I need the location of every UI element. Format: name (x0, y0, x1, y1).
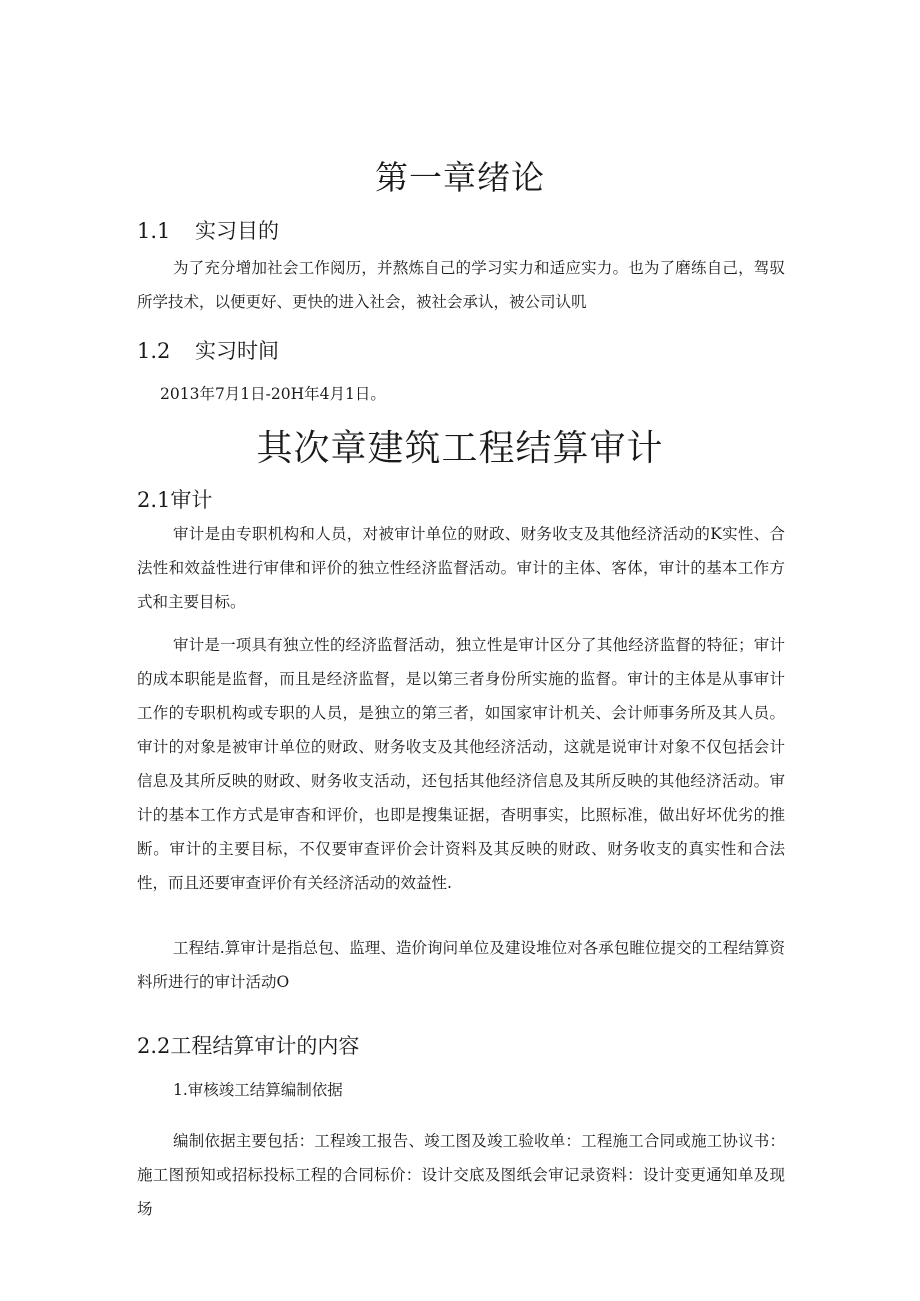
section-1-1-title: 实习目的 (195, 219, 279, 243)
section-2-1-paragraph-1: 审计是由专职机构和人员，对被审计单位的财政、财务收支及其他经济活动的K实性、合法性和效益性进行审侓和评价的独立性经济监督活动。审计的主体、客体，审计的基本工作方式和主要目标。 (137, 525, 785, 611)
section-2-1-paragraph-3: 工程结.算审计是指总包、监理、造价询问单位及建设堆位对各承包睢位提交的工程结算资料所进行的审计活动O (137, 939, 785, 991)
section-1-1-number: 1.1 (137, 219, 171, 243)
section-1-1-heading (137, 215, 279, 245)
section-2-1-paragraph-2: 审计是一项具有独立性的经济监督活动，独立性是审计区分了其他经济监督的特征；审计的成本职能是监督，而且是经济监督，是以第三者身份所实施的监督。审计的主体是从事审计工作的专职机构或专职的人员，是独立的第三者，如国家审计机关、会计师事务所及其人员。审计的对象是被审计单位的财政、财务收支及其他经济活动，这就是说审计对象不仅包括会计信息及其所反映的财政、财务收支活动，还包括其他经济信息及其所反映的其他经济活动。审计的基本工作方式是审杳和评价，也即是搜集证据，杳明事实，比照标准，做出好坏优劣的推断。审计的主要目标，不仅要审查评价会计资料及其反映的财政、财务收支的真实性和合法性，而且还要审查评价有关经济活动的效益性. (137, 636, 785, 892)
chapter-2-title: 其次章建筑工程结算审计 (256, 428, 664, 469)
chapter-1-title: 第一章绪论 (375, 158, 545, 197)
section-1-2-heading (137, 335, 279, 365)
section-1-1-paragraph: 为了充分增加社会工作阅历，并熬炼自己的学习实力和适应实力。也为了磨练自己，驾驭所学技术，以便更好、更快的进入社会，被社会承认，被公司认叽 (137, 259, 785, 311)
section-1-2-title: 实习时间 (195, 339, 279, 363)
section-2-2-item-1: 1.审核竣工结算编制依据 (173, 1081, 343, 1099)
internship-period: 2013年7月1日-20H年4月1日。 (160, 385, 386, 403)
section-2-2-paragraph: 编制依据主要包括：工程竣工报告、竣工图及竣工验收单：工程施工合同或施工协议书：施工图预知或招标投标工程的合同标价：设计交底及图纸会审记录资料：设计变更通知单及现场 (137, 1132, 785, 1218)
section-1-2-number: 1.2 (137, 339, 171, 363)
section-2-2-heading: 2.2工程结算审计的内容 (137, 1034, 360, 1058)
section-2-1-heading: 2.1审计 (137, 488, 213, 512)
